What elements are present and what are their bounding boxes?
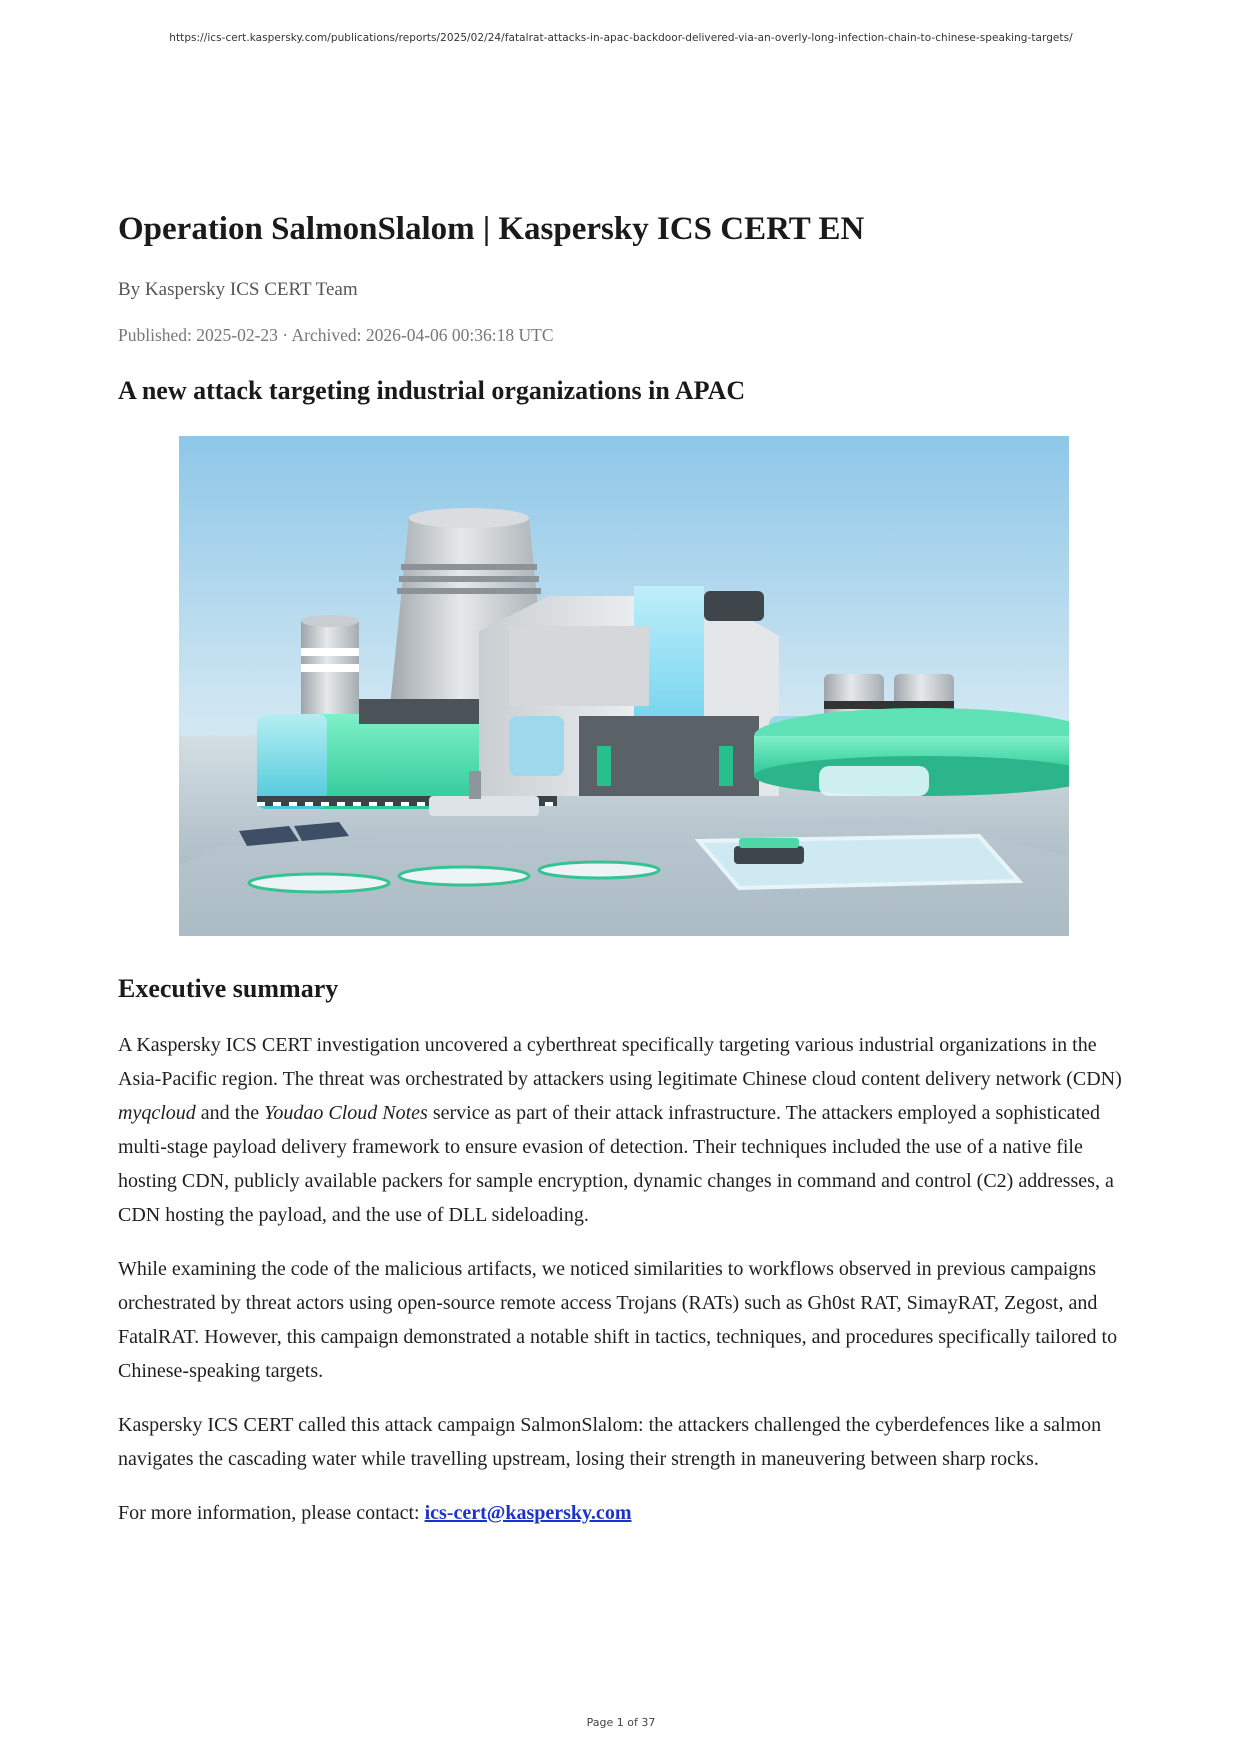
paragraph-3: Kaspersky ICS CERT called this attack campaign SalmonSlalom: the attackers challenged the cyberdefences like a salmon navigates the cascading water while travelling upstream, losing their strength in maneuvering between sharp rocks. (118, 1413, 1102, 1470)
article (118, 210, 1128, 1530)
contact-paragraph: For more information, please contact: ics-cert@kaspersky.com (118, 1501, 632, 1524)
contact-email-link[interactable]: ics-cert@kaspersky.com (424, 1501, 632, 1524)
service-name: Youdao Cloud Notes (264, 1101, 428, 1124)
publish-meta: Published: 2025-02-23 · Archived: 2026-04-06 00:36:18 UTC (118, 324, 554, 345)
paragraph-1: A Kaspersky ICS CERT investigation uncovered a cyberthreat specifically targeting various industrial organizations in the Asia-Pacific region. The threat was orchestrated by attackers using legitimate Chinese cloud content delivery network (CDN) myqcloud and the Youdao Cloud Notes service as part of their attack infrastructure. The attackers employed a sophisticated multi-stage payload delivery framework to ensure evasion of detection. Their techniques included the use of a native file hosting CDN, publicly available packers for sample encryption, dynamic changes in command and control (C2) addresses, a CDN hosting the payload, and the use of DLL sideloading. (118, 1033, 1122, 1226)
section-heading-executive-summary: Executive summary (118, 973, 339, 1003)
section-heading-apac: A new attack targeting industrial organizations in APAC (118, 375, 746, 405)
page-number: Page 1 of 37 (586, 1716, 656, 1729)
page-url: https://ics-cert.kaspersky.com/publications/reports/2025/02/24/fatalrat-attacks-in-apac-backdoor-delivered-via-an-overly-long-infection-chain-to-chinese-speaking-targets/ (169, 32, 1073, 44)
paragraph-2: While examining the code of the malicious artifacts, we noticed similarities to workflows observed in previous campaigns orchestrated by threat actors using open-source remote access Trojans (RATs) such as Gh0st RAT, SimayRAT, Zegost, and FatalRAT. However, this campaign demonstrated a notable shift in tactics, techniques, and procedures specifically tailored to Chinese-speaking targets. (118, 1257, 1118, 1382)
hero-image (179, 436, 1069, 936)
cdn-name: myqcloud (118, 1101, 196, 1124)
byline: By Kaspersky ICS CERT Team (118, 278, 358, 300)
page-title: Operation SalmonSlalom | Kaspersky ICS CERT EN (118, 211, 865, 247)
